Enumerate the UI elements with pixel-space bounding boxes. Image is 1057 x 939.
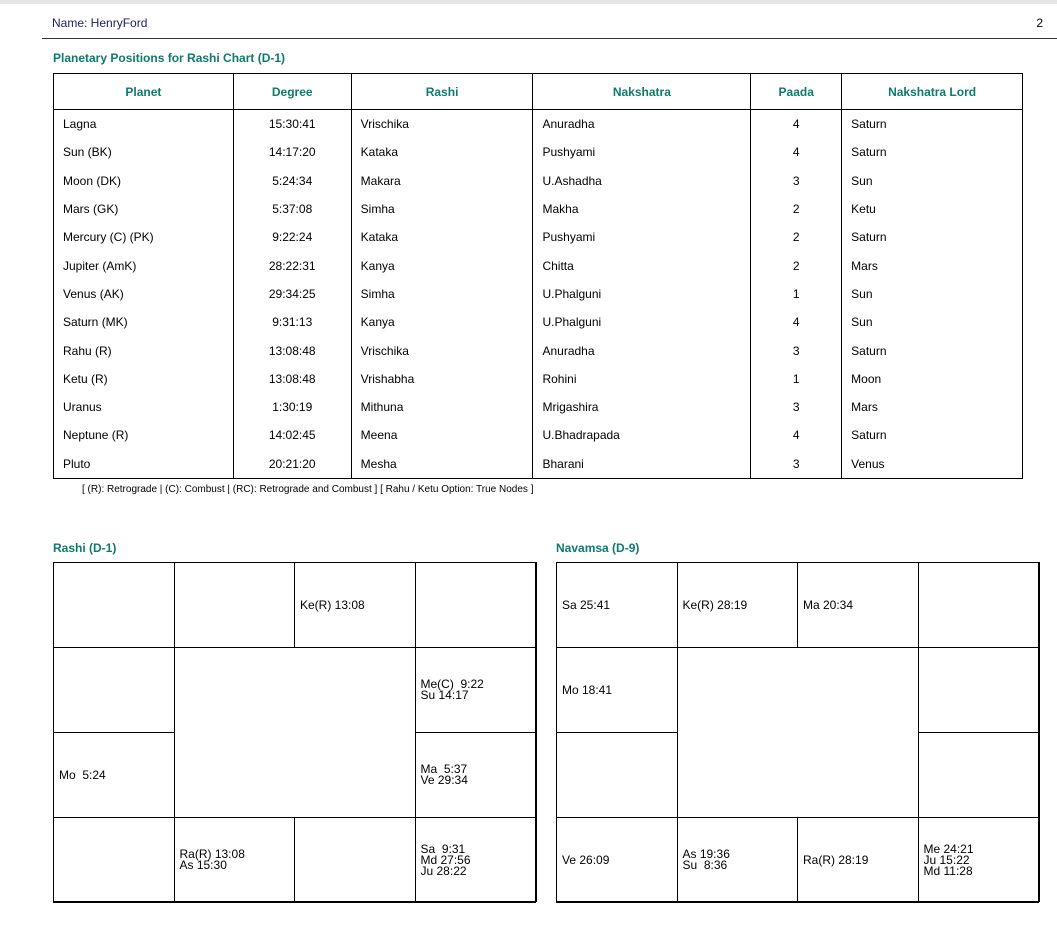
legend-note: [ (R): Retrograde | (C): Combust | (RC): Retrograde and Combust ] [ Rahu / Ketu Option: True Nodes ] bbox=[82, 484, 534, 495]
table-cell: Venus bbox=[842, 450, 1023, 479]
table-cell: 2 bbox=[751, 223, 842, 251]
column-header: Nakshatra Lord bbox=[842, 74, 1023, 110]
table-cell: Pushyami bbox=[533, 138, 751, 166]
table-cell: Kataka bbox=[351, 223, 533, 251]
table-title: Planetary Positions for Rashi Chart (D-1) bbox=[53, 51, 286, 65]
table-cell: 3 bbox=[751, 393, 842, 421]
top-border bbox=[0, 0, 1057, 4]
table-cell: Kataka bbox=[351, 138, 533, 166]
table-cell: Saturn bbox=[842, 421, 1023, 449]
navamsa-house-cell bbox=[918, 562, 1040, 648]
table-cell: Chitta bbox=[533, 251, 751, 279]
table-cell: Mrigashira bbox=[533, 393, 751, 421]
table-cell: Mars bbox=[842, 251, 1023, 279]
rashi-house-cell bbox=[53, 562, 175, 648]
table-cell: 14:17:20 bbox=[233, 138, 351, 166]
table-cell: 13:08:48 bbox=[233, 365, 351, 393]
table-cell: Sun (BK) bbox=[54, 138, 234, 166]
table-cell: 2 bbox=[751, 251, 842, 279]
table-cell: Anuradha bbox=[533, 110, 751, 139]
table-row bbox=[54, 223, 1023, 251]
rashi-house-cell: Sa 9:31 Md 27:56 Ju 28:22 bbox=[415, 817, 537, 903]
table-cell: Mars bbox=[842, 393, 1023, 421]
table-cell: Mesha bbox=[351, 450, 533, 479]
table-cell: 15:30:41 bbox=[233, 110, 351, 139]
rashi-chart-title: Rashi (D-1) bbox=[53, 541, 117, 555]
navamsa-house-cell: Sa 25:41 bbox=[556, 562, 678, 648]
table-cell: Simha bbox=[351, 195, 533, 223]
table-row bbox=[54, 167, 1023, 195]
table-cell: Saturn (MK) bbox=[54, 308, 234, 336]
navamsa-house-cell bbox=[918, 732, 1040, 818]
table-cell: Mithuna bbox=[351, 393, 533, 421]
table-cell: Mars (GK) bbox=[54, 195, 234, 223]
table-cell: Pluto bbox=[54, 450, 234, 479]
table-cell: Saturn bbox=[842, 110, 1023, 139]
table-row bbox=[54, 110, 1023, 139]
rashi-house-cell bbox=[415, 562, 537, 648]
table-row bbox=[54, 195, 1023, 223]
navamsa-house-cell: As 19:36 Su 8:36 bbox=[677, 817, 799, 903]
table-cell: Vrischika bbox=[351, 110, 533, 139]
table-cell: Saturn bbox=[842, 336, 1023, 364]
rashi-house-cell: Mo 5:24 bbox=[53, 732, 175, 818]
table-cell: 9:22:24 bbox=[233, 223, 351, 251]
column-header: Rashi bbox=[351, 74, 533, 110]
table-cell: 29:34:25 bbox=[233, 280, 351, 308]
table-cell: 4 bbox=[751, 138, 842, 166]
table-cell: 14:02:45 bbox=[233, 421, 351, 449]
table-cell: Rahu (R) bbox=[54, 336, 234, 364]
table-cell: 1 bbox=[751, 280, 842, 308]
table-cell: 3 bbox=[751, 450, 842, 479]
table-cell: Uranus bbox=[54, 393, 234, 421]
table-cell: Saturn bbox=[842, 223, 1023, 251]
table-cell: Kanya bbox=[351, 308, 533, 336]
table-cell: Bharani bbox=[533, 450, 751, 479]
table-row bbox=[54, 251, 1023, 279]
table-cell: Moon bbox=[842, 365, 1023, 393]
table-cell: 9:31:13 bbox=[233, 308, 351, 336]
table-cell: Kanya bbox=[351, 251, 533, 279]
column-header: Degree bbox=[233, 74, 351, 110]
table-row bbox=[54, 450, 1023, 479]
rashi-house-cell: Ke(R) 13:08 bbox=[294, 562, 416, 648]
page-number: 2 bbox=[1036, 16, 1043, 30]
table-cell: 20:21:20 bbox=[233, 450, 351, 479]
table-cell: Meena bbox=[351, 421, 533, 449]
table-row bbox=[54, 336, 1023, 364]
table-row bbox=[54, 365, 1023, 393]
table-row bbox=[54, 421, 1023, 449]
rashi-house-cell bbox=[174, 562, 296, 648]
table-cell: Simha bbox=[351, 280, 533, 308]
table-cell: 3 bbox=[751, 167, 842, 195]
table-cell: Jupiter (AmK) bbox=[54, 251, 234, 279]
table-cell: U.Ashadha bbox=[533, 167, 751, 195]
table-cell: Rohini bbox=[533, 365, 751, 393]
navamsa-chart-title: Navamsa (D-9) bbox=[556, 541, 640, 555]
table-cell: Ketu (R) bbox=[54, 365, 234, 393]
navamsa-house-cell: Ra(R) 28:19 bbox=[797, 817, 919, 903]
rashi-house-cell: Ma 5:37 Ve 29:34 bbox=[415, 732, 537, 818]
table-cell: U.Phalguni bbox=[533, 308, 751, 336]
table-cell: 5:37:08 bbox=[233, 195, 351, 223]
table-cell: 2 bbox=[751, 195, 842, 223]
navamsa-house-cell: Mo 18:41 bbox=[556, 647, 678, 733]
planetary-positions-table bbox=[53, 73, 1023, 479]
table-cell: 13:08:48 bbox=[233, 336, 351, 364]
table-row bbox=[54, 280, 1023, 308]
table-cell: 1 bbox=[751, 365, 842, 393]
rashi-house-cell: Ra(R) 13:08 As 15:30 bbox=[174, 817, 296, 903]
table-cell: 28:22:31 bbox=[233, 251, 351, 279]
navamsa-house-cell bbox=[918, 647, 1040, 733]
table-row bbox=[54, 138, 1023, 166]
table-cell: Neptune (R) bbox=[54, 421, 234, 449]
rashi-house-cell: Me(C) 9:22 Su 14:17 bbox=[415, 647, 537, 733]
table-cell: Moon (DK) bbox=[54, 167, 234, 195]
table-cell: Saturn bbox=[842, 138, 1023, 166]
navamsa-house-cell: Ke(R) 28:19 bbox=[677, 562, 799, 648]
table-cell: Sun bbox=[842, 167, 1023, 195]
table-cell: 4 bbox=[751, 421, 842, 449]
column-header: Planet bbox=[54, 74, 234, 110]
table-cell: 3 bbox=[751, 336, 842, 364]
navamsa-house-cell: Ma 20:34 bbox=[797, 562, 919, 648]
column-header: Paada bbox=[751, 74, 842, 110]
navamsa-house-cell bbox=[556, 732, 678, 818]
table-cell: 1:30:19 bbox=[233, 393, 351, 421]
table-cell: Lagna bbox=[54, 110, 234, 139]
rashi-house-cell bbox=[53, 647, 175, 733]
table-cell: Sun bbox=[842, 280, 1023, 308]
navamsa-chart bbox=[556, 562, 1040, 902]
table-cell: Ketu bbox=[842, 195, 1023, 223]
rashi-house-cell bbox=[53, 817, 175, 903]
table-cell: U.Phalguni bbox=[533, 280, 751, 308]
table-row bbox=[54, 393, 1023, 421]
table-row bbox=[54, 308, 1023, 336]
table-cell: Pushyami bbox=[533, 223, 751, 251]
header-divider bbox=[42, 38, 1057, 39]
table-header-row bbox=[54, 74, 1023, 110]
table-cell: 5:24:34 bbox=[233, 167, 351, 195]
column-header: Nakshatra bbox=[533, 74, 751, 110]
table-cell: 4 bbox=[751, 110, 842, 139]
navamsa-house-cell: Me 24:21 Ju 15:22 Md 11:28 bbox=[918, 817, 1040, 903]
table-cell: Makha bbox=[533, 195, 751, 223]
table-cell: Sun bbox=[842, 308, 1023, 336]
table-cell: Mercury (C) (PK) bbox=[54, 223, 234, 251]
rashi-chart bbox=[53, 562, 537, 902]
table-cell: Vrishabha bbox=[351, 365, 533, 393]
rashi-house-cell bbox=[294, 817, 416, 903]
table-cell: U.Bhadrapada bbox=[533, 421, 751, 449]
table-cell: Anuradha bbox=[533, 336, 751, 364]
name-header: Name: HenryFord bbox=[52, 16, 148, 30]
table-cell: 4 bbox=[751, 308, 842, 336]
navamsa-house-cell: Ve 26:09 bbox=[556, 817, 678, 903]
table-cell: Venus (AK) bbox=[54, 280, 234, 308]
table-cell: Vrischika bbox=[351, 336, 533, 364]
table-cell: Makara bbox=[351, 167, 533, 195]
